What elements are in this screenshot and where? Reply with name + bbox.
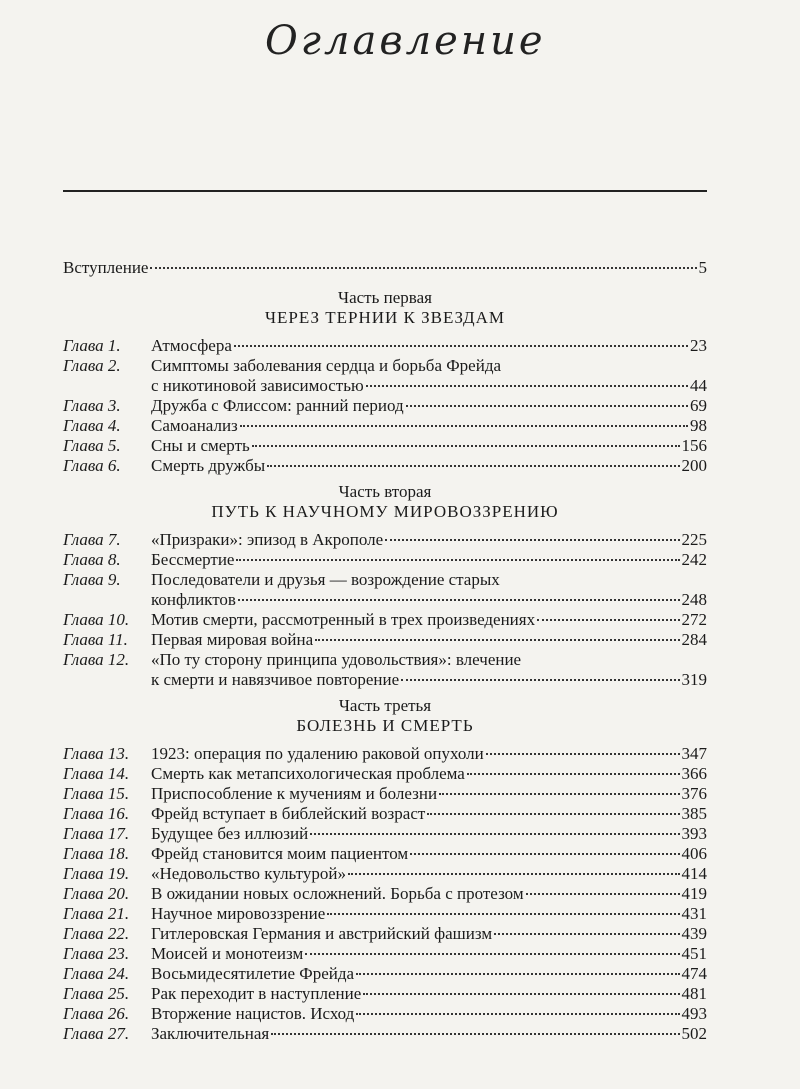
chapter-label: Глава 25.: [63, 984, 130, 1003]
toc-entry-chapter[interactable]: [63, 944, 707, 964]
toc-entry-chapter[interactable]: [63, 764, 707, 784]
toc-entry-chapter[interactable]: [63, 784, 707, 804]
entry-title: Самоанализ: [151, 416, 238, 435]
entry-page: 23: [690, 336, 707, 355]
entry-page: 474: [681, 964, 707, 983]
page-title: Оглавление: [265, 18, 546, 64]
entry-page: 431: [681, 904, 707, 923]
entry-line: [63, 650, 707, 670]
entry-title: Смерть дружбы: [151, 456, 266, 475]
leader-dots: [410, 853, 679, 855]
entry-page: 439: [681, 924, 707, 943]
toc-entry-chapter[interactable]: [63, 924, 707, 944]
entry-title: с никотиновой зависимостью: [151, 376, 364, 395]
entry-title: Вторжение нацистов. Исход: [151, 1004, 355, 1023]
entry-page: 366: [681, 764, 707, 783]
leader-dots: [467, 773, 680, 775]
leader-dots: [537, 619, 679, 621]
entry-page: 493: [681, 1004, 707, 1023]
toc-entry-chapter[interactable]: [63, 396, 707, 416]
entry-line: [63, 670, 707, 690]
entry-page: 376: [681, 784, 707, 803]
entry-title: Сны и смерть: [151, 436, 250, 455]
entry-line: [63, 744, 707, 764]
entry-title: Симптомы заболевания сердца и борьба Фрейда: [151, 356, 502, 375]
leader-dots: [356, 973, 679, 975]
toc-entry-chapter[interactable]: [63, 630, 707, 650]
entry-page: 272: [681, 610, 707, 629]
toc-entry-chapter[interactable]: [63, 984, 707, 1004]
chapter-label: Глава 2.: [63, 356, 121, 375]
entry-page: 44: [690, 376, 707, 395]
part-heading: [63, 696, 707, 738]
leader-dots: [267, 465, 679, 467]
chapter-label: Глава 24.: [63, 964, 130, 983]
leader-dots: [348, 873, 680, 875]
entry-title: 1923: операция по удалению раковой опухоли: [151, 744, 484, 763]
toc-entry-chapter[interactable]: [63, 570, 707, 610]
entry-title: В ожидании новых осложнений. Борьба с протезом: [151, 884, 524, 903]
entry-line: [63, 336, 707, 356]
entry-line: [63, 356, 707, 376]
entry-line: [63, 984, 707, 1004]
part-number: Часть вторая: [338, 482, 432, 501]
chapter-list: [63, 530, 707, 690]
chapter-list: [63, 744, 707, 1044]
entry-line: [63, 1004, 707, 1024]
toc-entry-chapter[interactable]: [63, 530, 707, 550]
part-title[interactable]: БОЛЕЗНЬ И СМЕРТЬ: [296, 716, 474, 735]
toc-entry-chapter[interactable]: [63, 650, 707, 690]
chapter-label: Глава 16.: [63, 804, 130, 823]
entry-title: Бессмертие: [151, 550, 235, 569]
toc-entry-chapter[interactable]: [63, 550, 707, 570]
entry-line: [63, 764, 707, 784]
chapter-label: Глава 4.: [63, 416, 121, 435]
toc-entry-chapter[interactable]: [63, 456, 707, 476]
entry-title: Дружба с Флиссом: ранний период: [151, 396, 404, 415]
leader-dots: [494, 933, 679, 935]
entry-line: [63, 416, 707, 436]
part-number: Часть третья: [338, 696, 432, 715]
entry-title: Приспособление к мучениям и болезни: [151, 784, 438, 803]
entry-page: 156: [681, 436, 707, 455]
chapter-label: Глава 12.: [63, 650, 130, 669]
entry-page: 248: [681, 590, 707, 609]
chapter-label: Глава 6.: [63, 456, 121, 475]
leader-dots: [236, 559, 679, 561]
entry-title: Мотив смерти, рассмотренный в трех произведениях: [151, 610, 536, 629]
leader-dots: [238, 599, 680, 601]
leader-dots: [427, 813, 679, 815]
toc-entry-chapter[interactable]: [63, 744, 707, 764]
entry-title: «Призраки»: эпизод в Акрополе: [151, 530, 384, 549]
chapter-label: Глава 18.: [63, 844, 130, 863]
entry-line: [63, 1024, 707, 1044]
chapter-label: Глава 26.: [63, 1004, 130, 1023]
part-heading: [63, 482, 707, 524]
entry-line: [63, 570, 707, 590]
chapter-label: Глава 21.: [63, 904, 130, 923]
entry-line: [63, 824, 707, 844]
entry-line: [63, 864, 707, 884]
chapter-label: Глава 14.: [63, 764, 130, 783]
toc-entry-chapter[interactable]: [63, 436, 707, 456]
leader-dots: [363, 993, 679, 995]
toc-entry-chapter[interactable]: [63, 904, 707, 924]
chapter-label: Глава 13.: [63, 744, 130, 763]
toc-entry-chapter[interactable]: [63, 804, 707, 824]
part-heading: [63, 288, 707, 330]
toc-entry-chapter[interactable]: [63, 356, 707, 396]
entry-line: [63, 804, 707, 824]
entry-line: [63, 456, 707, 476]
entry-line: [63, 944, 707, 964]
entry-title: Восьмидесятилетие Фрейда: [151, 964, 355, 983]
entry-title: «Недовольство культурой»: [151, 864, 346, 883]
part-number: Часть первая: [338, 288, 432, 307]
entry-line: [63, 964, 707, 984]
chapter-label: Глава 5.: [63, 436, 121, 455]
toc-entry-chapter[interactable]: [63, 1004, 707, 1024]
leader-dots: [234, 345, 688, 347]
entry-line: [63, 844, 707, 864]
entry-title: к смерти и навязчивое повторение: [151, 670, 400, 689]
leader-dots: [310, 833, 679, 835]
leader-dots: [327, 913, 679, 915]
entry-title: Фрейд становится моим пациентом: [151, 844, 409, 863]
entry-line: [63, 884, 707, 904]
table-of-contents: [63, 258, 707, 1044]
entry-title: Фрейд вступает в библейский возраст: [151, 804, 426, 823]
entry-page: 69: [690, 396, 707, 415]
entry-title: Атмосфера: [151, 336, 232, 355]
leader-dots: [385, 539, 679, 541]
entry-line: [63, 376, 707, 396]
entry-page: 414: [681, 864, 707, 883]
leader-dots: [240, 425, 688, 427]
leader-dots: [271, 1033, 679, 1035]
chapter-label: Глава 10.: [63, 610, 130, 629]
toc-entry-chapter[interactable]: [63, 964, 707, 984]
leader-dots: [315, 639, 679, 641]
leader-dots: [526, 893, 680, 895]
leader-dots: [150, 267, 696, 269]
entry-page: 406: [681, 844, 707, 863]
entry-title: Гитлеровская Германия и австрийский фашизм: [151, 924, 493, 943]
entry-page: 393: [681, 824, 707, 843]
entry-page: 284: [681, 630, 707, 649]
part-title[interactable]: ПУТЬ К НАУЧНОМУ МИРОВОЗЗРЕНИЮ: [211, 502, 559, 521]
entry-title: Будущее без иллюзий: [151, 824, 309, 843]
entry-page: 385: [681, 804, 707, 823]
chapter-label: Глава 22.: [63, 924, 130, 943]
entry-title: Рак переходит в наступление: [151, 984, 362, 1003]
toc-entry-chapter[interactable]: [63, 336, 707, 356]
entry-line: [63, 904, 707, 924]
entry-title: Заключительная: [151, 1024, 270, 1043]
entry-title: Первая мировая война: [151, 630, 314, 649]
chapter-label: Глава 27.: [63, 1024, 130, 1043]
chapter-label: Глава 15.: [63, 784, 130, 803]
entry-page: 319: [681, 670, 707, 689]
entry-page: 98: [690, 416, 707, 435]
leader-dots: [356, 1013, 679, 1015]
entry-page: 451: [681, 944, 707, 963]
leader-dots: [366, 385, 688, 387]
entry-title: Научное мировоззрение: [151, 904, 326, 923]
toc-entry-chapter[interactable]: [63, 416, 707, 436]
leader-dots: [486, 753, 680, 755]
part-title[interactable]: ЧЕРЕЗ ТЕРНИИ К ЗВЕЗДАМ: [264, 308, 506, 327]
toc-entry-intro[interactable]: [63, 258, 707, 280]
entry-page: 225: [681, 530, 707, 549]
entry-page: 481: [681, 984, 707, 1003]
entry-title: конфликтов: [151, 590, 236, 609]
entry-line: [63, 784, 707, 804]
toc-entry-chapter[interactable]: [63, 824, 707, 844]
entry-line: [63, 924, 707, 944]
entry-line: [63, 436, 707, 456]
chapter-label: Глава 3.: [63, 396, 121, 415]
entry-line: [63, 396, 707, 416]
toc-entry-chapter[interactable]: [63, 610, 707, 630]
chapter-label: Глава 23.: [63, 944, 130, 963]
chapter-label: Глава 11.: [63, 630, 128, 649]
title-rule: [63, 190, 707, 192]
leader-dots: [439, 793, 679, 795]
entry-title: «По ту сторону принципа удовольствия»: влечение: [151, 650, 522, 669]
toc-entry-chapter[interactable]: [63, 864, 707, 884]
toc-entry-chapter[interactable]: [63, 884, 707, 904]
entry-page: 419: [681, 884, 707, 903]
entry-line: [63, 550, 707, 570]
chapter-label: Глава 19.: [63, 864, 130, 883]
entry-line: [63, 610, 707, 630]
chapter-label: Глава 1.: [63, 336, 121, 355]
leader-dots: [305, 953, 679, 955]
entry-title: Последователи и друзья — возрождение старых: [151, 570, 500, 589]
toc-parts: [63, 288, 707, 1044]
entry-title: Моисей и монотеизм: [151, 944, 304, 963]
chapter-label: Глава 8.: [63, 550, 121, 569]
chapter-label: Глава 7.: [63, 530, 121, 549]
chapter-label: Глава 9.: [63, 570, 121, 589]
entry-line: [63, 530, 707, 550]
toc-entry-chapter[interactable]: [63, 1024, 707, 1044]
chapter-label: Глава 17.: [63, 824, 130, 843]
entry-line: [63, 590, 707, 610]
leader-dots: [252, 445, 680, 447]
leader-dots: [406, 405, 688, 407]
entry-title: Вступление: [63, 258, 149, 277]
entry-title: Смерть как метапсихологическая проблема: [151, 764, 465, 783]
toc-entry-chapter[interactable]: [63, 844, 707, 864]
chapter-label: Глава 20.: [63, 884, 130, 903]
entry-page: 242: [681, 550, 707, 569]
entry-page: 502: [681, 1024, 707, 1043]
leader-dots: [401, 679, 679, 681]
entry-page: 347: [681, 744, 707, 763]
entry-page: 5: [698, 258, 707, 277]
entry-line: [63, 630, 707, 650]
chapter-list: [63, 336, 707, 476]
entry-page: 200: [681, 456, 707, 475]
